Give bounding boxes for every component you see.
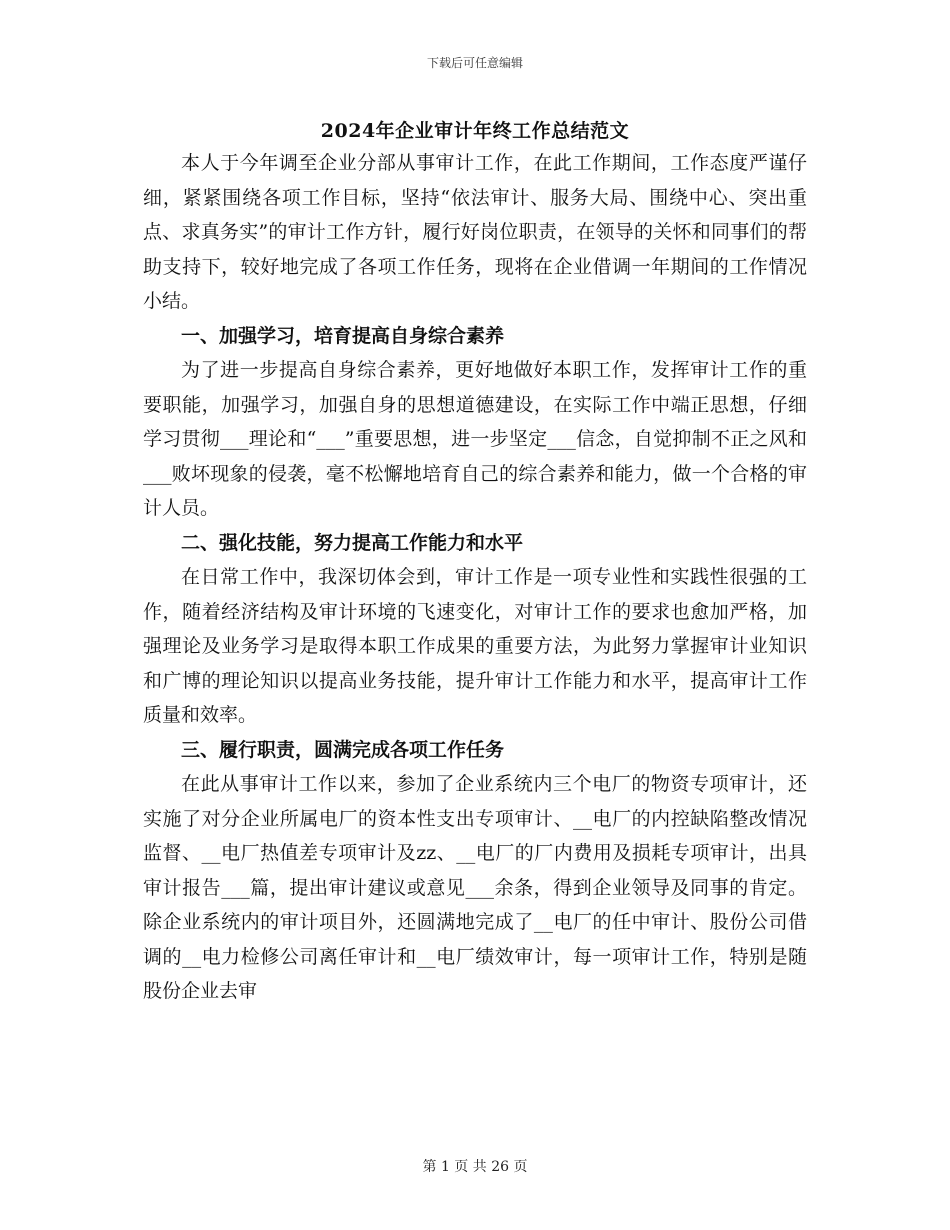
section-heading-1: 一、加强学习，培育提高自身综合素养	[181, 324, 505, 347]
section-paragraph-1: 为了进一步提高自身综合素养，更好地做好本职工作，发挥审计工作的重要职能，加强学习，加强自身的思想道德建设，在实际工作中端正思想，仔细学习贯彻___理论和“___”重要思想，进一步坚定___信念，自觉抑制不正之风和___败坏现象的侵袭，毫不松懈地培育自己的综合素养和能力，做一个合格的审计人员。	[143, 359, 807, 519]
document-body	[143, 146, 807, 1009]
section-heading-2: 二、强化技能，努力提高工作能力和水平	[181, 531, 524, 554]
section-heading-3: 三、履行职责，圆满完成各项工作任务	[181, 738, 505, 761]
intro-paragraph: 本人于今年调至企业分部从事审计工作，在此工作期间，工作态度严谨仔细，紧紧围绕各项工作目标，坚持“依法审计、服务大局、围绕中心、突出重点、求真务实”的审计工作方针，履行好岗位职责，在领导的关怀和同事们的帮助支持下，较好地完成了各项工作任务，现将在企业借调一年期间的工作情况小结。	[143, 152, 807, 312]
page-header: 下载后可任意编辑	[426, 56, 523, 70]
page-footer: 第 1 页 共 26 页	[422, 1159, 528, 1175]
document-title: 2024年企业审计年终工作总结范文	[320, 120, 630, 142]
section-paragraph-3: 在此从事审计工作以来，参加了企业系统内三个电厂的物资专项审计，还实施了对分企业所属电厂的资本性支出专项审计、__电厂的内控缺陷整改情况监督、__电厂热值差专项审计及zz、__电厂的厂内费用及损耗专项审计，出具审计报告___篇，提出审计建议或意见___余条，得到企业领导及同事的肯定。除企业系统内的审计项目外，还圆满地完成了__电厂的任中审计、股份公司借调的__电力检修公司离任审计和__电厂绩效审计，每一项审计工作，特别是随股份企业去审	[143, 773, 807, 1002]
section-paragraph-2: 在日常工作中，我深切体会到，审计工作是一项专业性和实践性很强的工作，随着经济结构及审计环境的飞速变化，对审计工作的要求也愈加严格，加强理论及业务学习是取得本职工作成果的重要方法，为此努力掌握审计业知识和广博的理论知识以提高业务技能，提升审计工作能力和水平，提高审计工作质量和效率。	[143, 566, 807, 726]
